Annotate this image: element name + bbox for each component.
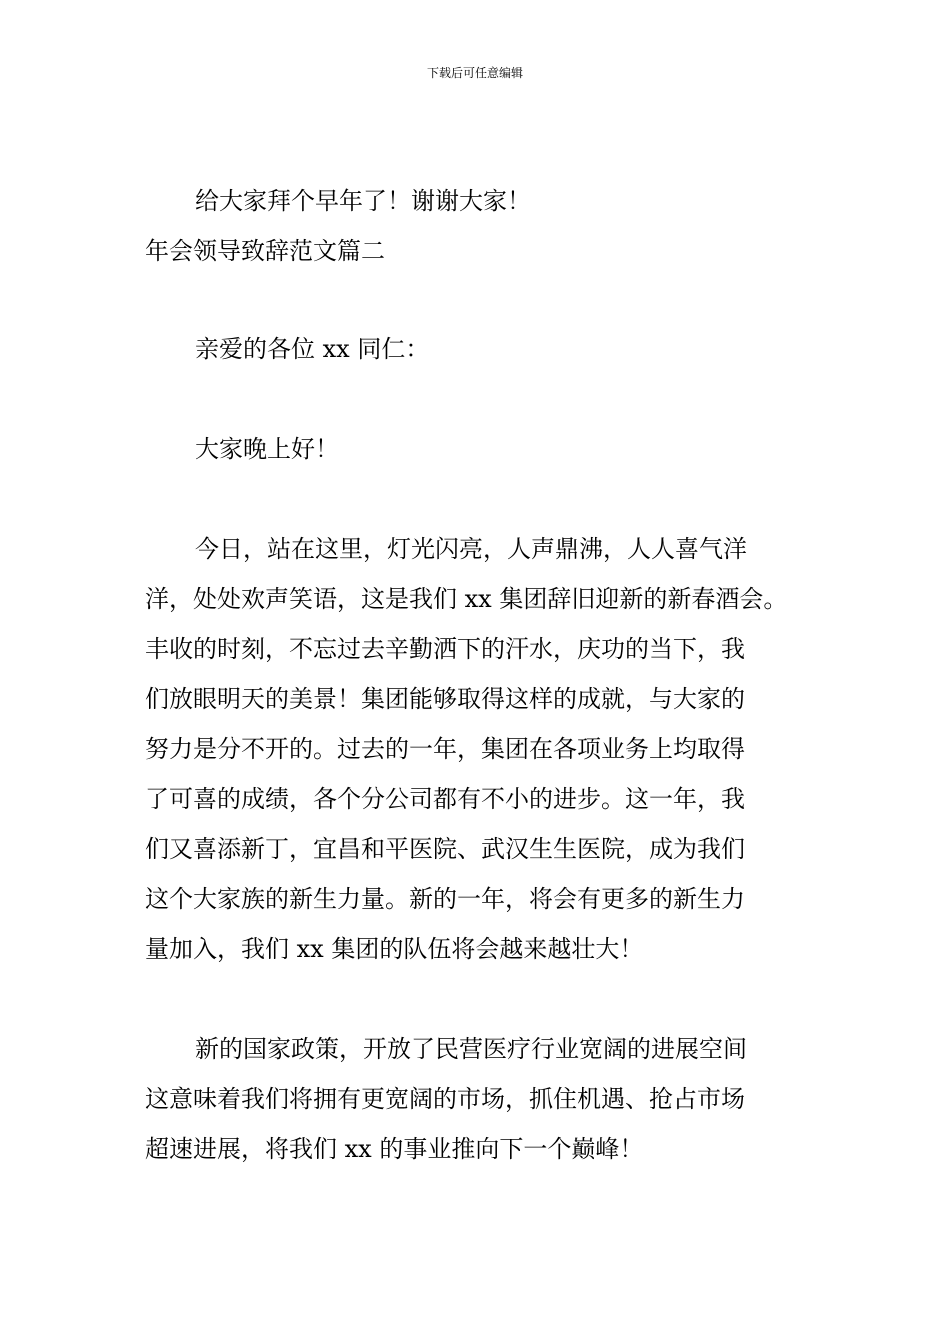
paragraph-line: 新的国家政策，开放了民营医疗行业宽阔的进展空间 bbox=[195, 1035, 747, 1063]
paragraph-line: 们放眼明天的美景！集团能够取得这样的成就，与大家的 bbox=[145, 685, 745, 713]
paragraph-line: 超速进展，将我们 xx 的事业推向下一个巅峰！ bbox=[145, 1135, 644, 1163]
paragraph-2 bbox=[145, 1024, 810, 1174]
paragraph-line: 这个大家族的新生力量。新的一年，将会有更多的新生力 bbox=[145, 885, 745, 913]
paragraph-line: 今日，站在这里，灯光闪亮，人声鼎沸，人人喜气洋 bbox=[195, 535, 747, 563]
paragraph-line: 洋，处处欢声笑语，这是我们 xx 集团辞旧迎新的新春酒会。 bbox=[145, 585, 788, 613]
paragraph-line: 丰收的时刻，不忘过去辛勤洒下的汗水，庆功的当下，我 bbox=[145, 635, 745, 663]
section-title: 年会领导致辞范文篇二 bbox=[145, 237, 385, 265]
salutation: 亲爱的各位 xx 同仁： bbox=[195, 335, 430, 363]
document-body bbox=[145, 176, 810, 1174]
paragraph-line: 了可喜的成绩，各个分公司都有不小的进步。这一年，我 bbox=[145, 785, 745, 813]
greeting: 大家晚上好！ bbox=[195, 435, 339, 463]
page-header-note: 下载后可任意编辑 bbox=[426, 66, 523, 80]
spacer bbox=[145, 474, 810, 524]
closing-line: 给大家拜个早年了！谢谢大家！ bbox=[195, 187, 531, 215]
paragraph-line: 们又喜添新丁，宜昌和平医院、武汉生生医院，成为我们 bbox=[145, 835, 745, 863]
paragraph-line: 努力是分不开的。过去的一年，集团在各项业务上均取得 bbox=[145, 735, 745, 763]
paragraph-1 bbox=[145, 524, 810, 974]
spacer bbox=[145, 974, 810, 1024]
paragraph-line: 量加入，我们 xx 集团的队伍将会越来越壮大！ bbox=[145, 935, 644, 963]
spacer bbox=[145, 374, 810, 424]
paragraph-line: 这意味着我们将拥有更宽阔的市场，抓住机遇、抢占市场 bbox=[145, 1085, 745, 1113]
spacer bbox=[145, 274, 810, 324]
